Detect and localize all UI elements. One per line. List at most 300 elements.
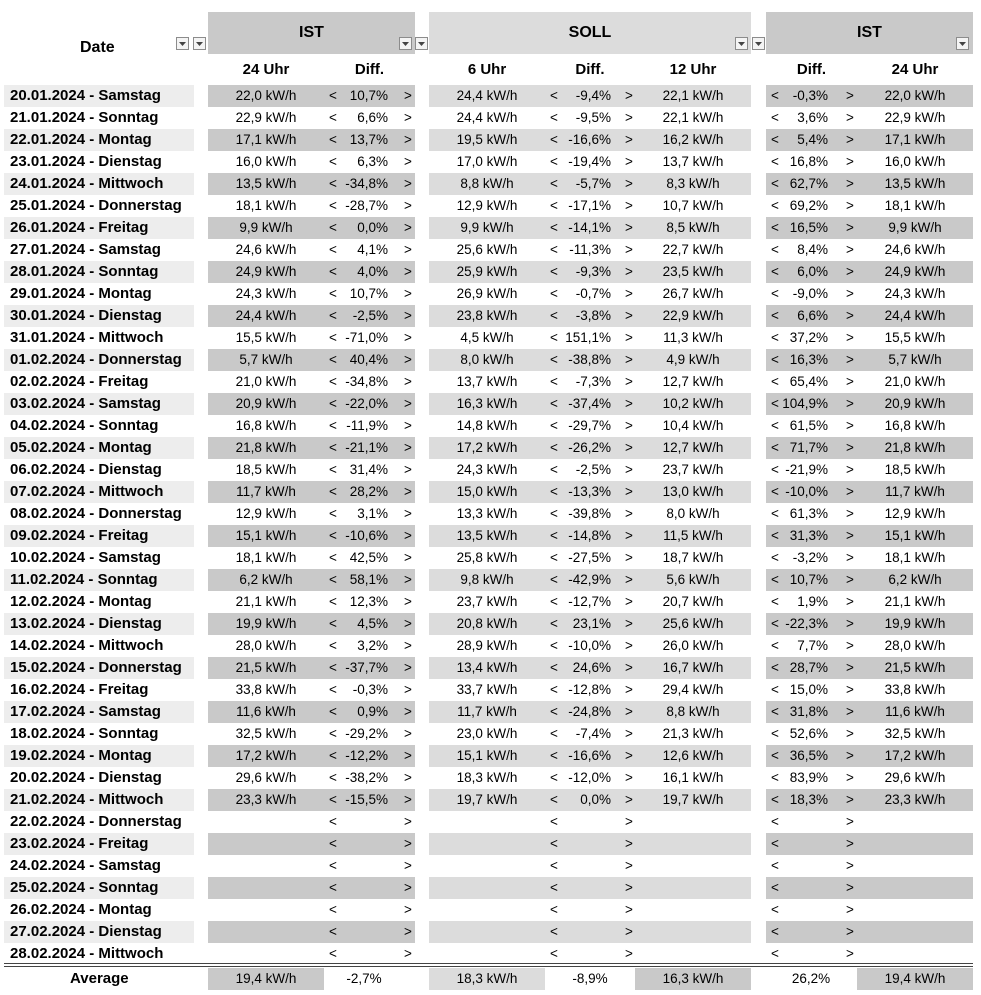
soll-diff-value[interactable]: -37,4% [568, 396, 611, 411]
ist2-diff-value[interactable] [782, 921, 828, 943]
ist-24-uhr-cell[interactable]: 9,9 kW/h [239, 220, 293, 235]
soll-diff-value[interactable]: 0,0% [580, 792, 611, 807]
ist-diff-value[interactable]: 42,5% [349, 550, 388, 565]
ist-diff-value[interactable]: 4,0% [357, 264, 388, 279]
soll-12-uhr-cell[interactable]: 13,7 kW/h [662, 154, 724, 169]
soll-12-uhr-cell[interactable]: 25,6 kW/h [662, 616, 724, 631]
soll-6-uhr-cell[interactable]: 19,7 kW/h [456, 792, 518, 807]
soll-12-uhr-cell[interactable]: 16,7 kW/h [662, 660, 724, 675]
ist2-diff-value[interactable]: 65,4% [789, 374, 828, 389]
soll-12-uhr-cell[interactable]: 5,6 kW/h [666, 572, 720, 587]
row-date[interactable]: 19.02.2024 - Montag [10, 747, 152, 764]
filter-dropdown-ist-diff[interactable] [399, 37, 412, 50]
ist2-24-uhr-cell[interactable] [857, 811, 973, 833]
ist2-24-uhr-cell[interactable]: 22,0 kW/h [884, 88, 946, 103]
row-date[interactable]: 28.02.2024 - Mittwoch [10, 945, 164, 962]
ist2-diff-value[interactable]: -0,3% [792, 88, 828, 103]
filter-dropdown-soll-12[interactable] [735, 37, 748, 50]
ist2-24-uhr-cell[interactable]: 16,0 kW/h [884, 154, 946, 169]
soll-diff-value[interactable]: -11,3% [569, 242, 611, 257]
soll-12-uhr-cell[interactable]: 19,7 kW/h [662, 792, 724, 807]
soll-6-uhr-cell[interactable]: 25,6 kW/h [456, 242, 518, 257]
ist-24-uhr-cell[interactable]: 24,9 kW/h [235, 264, 297, 279]
row-date[interactable]: 15.02.2024 - Donnerstag [10, 659, 182, 676]
ist-diff-value[interactable]: 12,3% [349, 594, 388, 609]
ist2-diff-value[interactable]: 36,5% [789, 748, 828, 763]
ist-24-uhr-cell[interactable] [208, 943, 324, 965]
row-date[interactable]: 16.02.2024 - Freitag [10, 681, 149, 698]
row-date[interactable]: 24.01.2024 - Mittwoch [10, 175, 164, 192]
soll-diff-value[interactable]: -9,4% [575, 88, 611, 103]
row-date[interactable]: 13.02.2024 - Dienstag [10, 615, 162, 632]
soll-6-uhr-cell[interactable]: 24,4 kW/h [456, 110, 518, 125]
ist-diff-value[interactable]: 31,4% [349, 462, 388, 477]
soll-diff-value[interactable] [561, 833, 611, 855]
ist2-diff-value[interactable]: 28,7% [789, 660, 828, 675]
ist2-diff-value[interactable] [782, 811, 828, 833]
soll-6-uhr-cell[interactable]: 26,9 kW/h [456, 286, 518, 301]
ist-diff-value[interactable]: -0,3% [352, 682, 388, 697]
ist-diff-value[interactable]: 10,7% [349, 286, 388, 301]
row-date[interactable]: 07.02.2024 - Mittwoch [10, 483, 164, 500]
ist-24-uhr-cell[interactable]: 12,9 kW/h [235, 506, 297, 521]
row-date[interactable]: 23.02.2024 - Freitag [10, 835, 149, 852]
soll-12-uhr-cell[interactable]: 26,0 kW/h [662, 638, 724, 653]
soll-diff-value[interactable] [561, 811, 611, 833]
soll-6-uhr-cell[interactable]: 12,9 kW/h [456, 198, 518, 213]
soll-diff-value[interactable]: -3,8% [575, 308, 611, 323]
soll-12-uhr-cell[interactable]: 12,7 kW/h [662, 374, 724, 389]
soll-diff-value[interactable]: -27,5% [568, 550, 611, 565]
soll-diff-value[interactable]: -7,3% [575, 374, 611, 389]
soll-6-uhr-cell[interactable]: 13,7 kW/h [456, 374, 518, 389]
ist2-diff-value[interactable]: 1,9% [797, 594, 828, 609]
row-date[interactable]: 14.02.2024 - Mittwoch [10, 637, 164, 654]
ist2-diff-value[interactable]: -9,0% [792, 286, 828, 301]
ist2-diff-value[interactable] [782, 877, 828, 899]
ist-24-uhr-cell[interactable] [208, 811, 324, 833]
ist2-diff-value[interactable]: 31,8% [789, 704, 828, 719]
row-date[interactable]: 06.02.2024 - Dienstag [10, 461, 162, 478]
soll-6-uhr-cell[interactable] [429, 811, 545, 833]
filter-dropdown-date[interactable] [176, 37, 189, 50]
row-date[interactable]: 20.02.2024 - Dienstag [10, 769, 162, 786]
soll-diff-value[interactable]: -10,0% [568, 638, 611, 653]
ist2-24-uhr-cell[interactable]: 12,9 kW/h [884, 506, 946, 521]
soll-diff-value[interactable]: -42,9% [568, 572, 611, 587]
soll-diff-value[interactable]: -9,5% [575, 110, 611, 125]
ist2-24-uhr-cell[interactable]: 33,8 kW/h [884, 682, 946, 697]
ist2-24-uhr-cell[interactable]: 21,5 kW/h [884, 660, 946, 675]
soll-diff-value[interactable]: -5,7% [575, 176, 611, 191]
ist-24-uhr-cell[interactable]: 21,1 kW/h [235, 594, 297, 609]
ist-diff-value[interactable]: 10,7% [349, 88, 388, 103]
ist2-diff-value[interactable]: 3,6% [797, 110, 828, 125]
soll-6-uhr-cell[interactable]: 15,1 kW/h [456, 748, 518, 763]
soll-12-uhr-cell[interactable] [635, 921, 751, 943]
ist-diff-value[interactable]: -34,8% [345, 176, 388, 191]
soll-diff-value[interactable]: -16,6% [568, 132, 611, 147]
ist-24-uhr-cell[interactable]: 13,5 kW/h [235, 176, 297, 191]
ist2-diff-value[interactable]: 18,3% [789, 792, 828, 807]
soll-6-uhr-cell[interactable]: 13,3 kW/h [456, 506, 518, 521]
ist2-diff-value[interactable] [782, 943, 828, 965]
ist2-diff-value[interactable] [782, 855, 828, 877]
ist2-24-uhr-cell[interactable]: 23,3 kW/h [884, 792, 946, 807]
soll-12-uhr-cell[interactable]: 11,5 kW/h [663, 528, 723, 543]
ist2-24-uhr-cell[interactable] [857, 899, 973, 921]
row-date[interactable]: 27.01.2024 - Samstag [10, 241, 161, 258]
ist2-24-uhr-cell[interactable] [857, 833, 973, 855]
ist-24-uhr-cell[interactable] [208, 833, 324, 855]
soll-6-uhr-cell[interactable]: 23,7 kW/h [456, 594, 518, 609]
row-date[interactable]: 22.02.2024 - Donnerstag [10, 813, 182, 830]
ist-24-uhr-cell[interactable]: 16,0 kW/h [235, 154, 297, 169]
ist2-24-uhr-cell[interactable] [857, 943, 973, 965]
ist-diff-value[interactable]: -38,2% [345, 770, 388, 785]
ist-diff-value[interactable]: 4,5% [357, 616, 388, 631]
ist-24-uhr-cell[interactable]: 18,5 kW/h [235, 462, 297, 477]
ist2-24-uhr-cell[interactable]: 20,9 kW/h [884, 396, 946, 411]
soll-6-uhr-cell[interactable]: 15,0 kW/h [456, 484, 518, 499]
ist2-24-uhr-cell[interactable]: 22,9 kW/h [884, 110, 946, 125]
soll-12-uhr-cell[interactable] [635, 811, 751, 833]
ist-24-uhr-cell[interactable]: 29,6 kW/h [235, 770, 297, 785]
soll-diff-value[interactable]: -26,2% [568, 440, 611, 455]
ist-diff-value[interactable]: -29,2% [345, 726, 388, 741]
soll-diff-value[interactable]: -12,7% [568, 594, 611, 609]
soll-6-uhr-cell[interactable] [429, 855, 545, 877]
row-date[interactable]: 08.02.2024 - Donnerstag [10, 505, 182, 522]
row-date[interactable]: 09.02.2024 - Freitag [10, 527, 149, 544]
soll-diff-value[interactable]: -24,8% [568, 704, 611, 719]
row-date[interactable]: 18.02.2024 - Sonntag [10, 725, 159, 742]
ist-diff-value[interactable]: 3,1% [357, 506, 388, 521]
soll-6-uhr-cell[interactable]: 8,0 kW/h [460, 352, 514, 367]
row-date[interactable]: 05.02.2024 - Montag [10, 439, 152, 456]
soll-diff-value[interactable]: -13,3% [568, 484, 611, 499]
ist-24-uhr-cell[interactable]: 11,7 kW/h [236, 484, 296, 499]
soll-12-uhr-cell[interactable]: 8,0 kW/h [666, 506, 720, 521]
soll-6-uhr-cell[interactable]: 14,8 kW/h [456, 418, 518, 433]
row-date[interactable]: 29.01.2024 - Montag [10, 285, 152, 302]
soll-diff-value[interactable] [561, 899, 611, 921]
ist-24-uhr-cell[interactable]: 18,1 kW/h [235, 550, 297, 565]
soll-6-uhr-cell[interactable]: 17,0 kW/h [456, 154, 518, 169]
soll-6-uhr-cell[interactable] [429, 833, 545, 855]
ist2-24-uhr-cell[interactable]: 11,6 kW/h [885, 704, 945, 719]
ist2-24-uhr-cell[interactable]: 6,2 kW/h [888, 572, 942, 587]
soll-6-uhr-cell[interactable]: 18,3 kW/h [456, 770, 518, 785]
soll-12-uhr-cell[interactable]: 4,9 kW/h [666, 352, 720, 367]
soll-12-uhr-cell[interactable]: 26,7 kW/h [662, 286, 724, 301]
ist2-diff-value[interactable]: 104,9% [782, 396, 828, 411]
ist-diff-value[interactable]: 40,4% [349, 352, 388, 367]
soll-diff-value[interactable]: -39,8% [568, 506, 611, 521]
ist2-24-uhr-cell[interactable]: 15,5 kW/h [884, 330, 946, 345]
ist2-24-uhr-cell[interactable]: 18,5 kW/h [884, 462, 946, 477]
ist2-24-uhr-cell[interactable]: 18,1 kW/h [884, 198, 946, 213]
ist2-diff-value[interactable]: 6,6% [797, 308, 828, 323]
ist2-24-uhr-cell[interactable]: 24,4 kW/h [884, 308, 946, 323]
row-date[interactable]: 28.01.2024 - Sonntag [10, 263, 159, 280]
ist-diff-value[interactable]: 3,2% [357, 638, 388, 653]
soll-6-uhr-cell[interactable]: 8,8 kW/h [460, 176, 514, 191]
ist2-24-uhr-cell[interactable] [857, 921, 973, 943]
ist2-diff-value[interactable]: -3,2% [792, 550, 828, 565]
soll-6-uhr-cell[interactable]: 9,8 kW/h [460, 572, 514, 587]
ist2-24-uhr-cell[interactable]: 19,9 kW/h [884, 616, 946, 631]
ist2-diff-value[interactable] [782, 899, 828, 921]
ist-24-uhr-cell[interactable]: 23,3 kW/h [235, 792, 297, 807]
ist2-24-uhr-cell[interactable]: 17,1 kW/h [884, 132, 946, 147]
soll-12-uhr-cell[interactable]: 13,0 kW/h [662, 484, 724, 499]
ist2-diff-value[interactable]: 83,9% [789, 770, 828, 785]
ist2-24-uhr-cell[interactable]: 21,8 kW/h [884, 440, 946, 455]
soll-12-uhr-cell[interactable]: 8,8 kW/h [666, 704, 720, 719]
ist2-24-uhr-cell[interactable]: 13,5 kW/h [884, 176, 946, 191]
filter-dropdown-ist2-24[interactable] [956, 37, 969, 50]
row-date[interactable]: 26.02.2024 - Montag [10, 901, 152, 918]
row-date[interactable]: 12.02.2024 - Montag [10, 593, 152, 610]
ist-diff-value[interactable]: 13,7% [349, 132, 388, 147]
ist-diff-value[interactable]: 28,2% [349, 484, 388, 499]
ist-24-uhr-cell[interactable] [208, 921, 324, 943]
ist2-diff-value[interactable]: 31,3% [789, 528, 828, 543]
row-date[interactable]: 17.02.2024 - Samstag [10, 703, 161, 720]
row-date[interactable]: 30.01.2024 - Dienstag [10, 307, 162, 324]
soll-12-uhr-cell[interactable] [635, 855, 751, 877]
ist-24-uhr-cell[interactable]: 17,2 kW/h [235, 748, 297, 763]
ist-diff-value[interactable]: -21,1% [345, 440, 388, 455]
ist2-24-uhr-cell[interactable]: 5,7 kW/h [888, 352, 942, 367]
ist-diff-value[interactable]: -11,9% [346, 418, 388, 433]
soll-diff-value[interactable]: -17,1% [568, 198, 611, 213]
ist-diff-value[interactable]: -12,2% [345, 748, 388, 763]
soll-diff-value[interactable]: -9,3% [575, 264, 611, 279]
soll-diff-value[interactable]: -29,7% [568, 418, 611, 433]
soll-diff-value[interactable]: -7,4% [575, 726, 611, 741]
ist-24-uhr-cell[interactable]: 21,8 kW/h [235, 440, 297, 455]
ist-24-uhr-cell[interactable]: 22,0 kW/h [235, 88, 297, 103]
ist-diff-value[interactable]: -22,0% [345, 396, 388, 411]
soll-12-uhr-cell[interactable]: 8,3 kW/h [666, 176, 720, 191]
row-date[interactable]: 26.01.2024 - Freitag [10, 219, 149, 236]
soll-6-uhr-cell[interactable]: 4,5 kW/h [460, 330, 514, 345]
soll-diff-value[interactable]: -12,8% [568, 682, 611, 697]
ist2-diff-value[interactable]: 61,3% [789, 506, 828, 521]
soll-12-uhr-cell[interactable]: 11,3 kW/h [663, 330, 723, 345]
row-date[interactable]: 01.02.2024 - Donnerstag [10, 351, 182, 368]
ist2-24-uhr-cell[interactable]: 17,2 kW/h [884, 748, 946, 763]
soll-6-uhr-cell[interactable]: 25,8 kW/h [456, 550, 518, 565]
ist-diff-value[interactable] [340, 877, 388, 899]
soll-12-uhr-cell[interactable]: 22,9 kW/h [662, 308, 724, 323]
ist-diff-value[interactable]: -71,0% [345, 330, 388, 345]
row-date[interactable]: 27.02.2024 - Dienstag [10, 923, 162, 940]
filter-dropdown-ist2-diff[interactable] [752, 37, 765, 50]
soll-6-uhr-cell[interactable]: 9,9 kW/h [460, 220, 514, 235]
soll-6-uhr-cell[interactable]: 13,4 kW/h [456, 660, 518, 675]
ist2-24-uhr-cell[interactable] [857, 855, 973, 877]
soll-12-uhr-cell[interactable]: 16,1 kW/h [662, 770, 724, 785]
soll-12-uhr-cell[interactable]: 10,7 kW/h [662, 198, 724, 213]
row-date[interactable]: 02.02.2024 - Freitag [10, 373, 149, 390]
ist2-24-uhr-cell[interactable] [857, 877, 973, 899]
row-date[interactable]: 21.02.2024 - Mittwoch [10, 791, 164, 808]
ist-diff-value[interactable]: 4,1% [357, 242, 388, 257]
ist2-diff-value[interactable]: 37,2% [789, 330, 828, 345]
ist-diff-value[interactable]: 6,6% [357, 110, 388, 125]
soll-12-uhr-cell[interactable] [635, 833, 751, 855]
soll-12-uhr-cell[interactable]: 29,4 kW/h [662, 682, 724, 697]
ist-diff-value[interactable]: -2,5% [352, 308, 388, 323]
ist-24-uhr-cell[interactable] [208, 899, 324, 921]
soll-12-uhr-cell[interactable]: 22,1 kW/h [662, 88, 724, 103]
soll-6-uhr-cell[interactable] [429, 921, 545, 943]
ist2-diff-value[interactable]: 6,0% [797, 264, 828, 279]
ist2-24-uhr-cell[interactable]: 24,6 kW/h [884, 242, 946, 257]
ist-diff-value[interactable]: -37,7% [345, 660, 388, 675]
ist2-diff-value[interactable]: 71,7% [789, 440, 828, 455]
ist2-diff-value[interactable]: 52,6% [789, 726, 828, 741]
filter-dropdown-soll-6[interactable] [415, 37, 428, 50]
soll-12-uhr-cell[interactable]: 23,5 kW/h [662, 264, 724, 279]
ist-24-uhr-cell[interactable]: 24,3 kW/h [235, 286, 297, 301]
row-date[interactable]: 04.02.2024 - Sonntag [10, 417, 159, 434]
ist-24-uhr-cell[interactable]: 11,6 kW/h [236, 704, 296, 719]
ist-diff-value[interactable]: -28,7% [345, 198, 388, 213]
ist2-24-uhr-cell[interactable]: 15,1 kW/h [884, 528, 946, 543]
ist-diff-value[interactable]: 0,0% [357, 220, 388, 235]
soll-6-uhr-cell[interactable]: 19,5 kW/h [456, 132, 518, 147]
ist-24-uhr-cell[interactable]: 32,5 kW/h [235, 726, 297, 741]
soll-6-uhr-cell[interactable]: 24,4 kW/h [456, 88, 518, 103]
soll-12-uhr-cell[interactable]: 8,5 kW/h [666, 220, 720, 235]
ist2-24-uhr-cell[interactable]: 28,0 kW/h [884, 638, 946, 653]
ist-diff-value[interactable] [340, 899, 388, 921]
row-date[interactable]: 21.01.2024 - Sonntag [10, 109, 159, 126]
soll-12-uhr-cell[interactable]: 22,7 kW/h [662, 242, 724, 257]
ist-diff-value[interactable]: -10,6% [345, 528, 388, 543]
ist2-24-uhr-cell[interactable]: 21,0 kW/h [884, 374, 946, 389]
soll-12-uhr-cell[interactable] [635, 899, 751, 921]
soll-12-uhr-cell[interactable] [635, 877, 751, 899]
ist-diff-value[interactable] [340, 921, 388, 943]
ist-24-uhr-cell[interactable]: 21,0 kW/h [235, 374, 297, 389]
soll-12-uhr-cell[interactable]: 10,4 kW/h [662, 418, 724, 433]
soll-12-uhr-cell[interactable]: 23,7 kW/h [662, 462, 724, 477]
soll-6-uhr-cell[interactable]: 24,3 kW/h [456, 462, 518, 477]
soll-diff-value[interactable]: -12,0% [568, 770, 611, 785]
soll-diff-value[interactable]: -14,1% [568, 220, 611, 235]
ist2-24-uhr-cell[interactable]: 21,1 kW/h [884, 594, 946, 609]
ist-diff-value[interactable]: 58,1% [349, 572, 388, 587]
ist2-diff-value[interactable] [782, 833, 828, 855]
ist2-diff-value[interactable]: 5,4% [797, 132, 828, 147]
ist2-diff-value[interactable]: 8,4% [797, 242, 828, 257]
ist-diff-value[interactable]: -15,5% [345, 792, 388, 807]
soll-diff-value[interactable] [561, 855, 611, 877]
ist-24-uhr-cell[interactable]: 20,9 kW/h [235, 396, 297, 411]
soll-diff-value[interactable]: -0,7% [575, 286, 611, 301]
ist-diff-value[interactable] [340, 855, 388, 877]
soll-12-uhr-cell[interactable] [635, 943, 751, 965]
soll-12-uhr-cell[interactable]: 22,1 kW/h [662, 110, 724, 125]
soll-6-uhr-cell[interactable]: 25,9 kW/h [456, 264, 518, 279]
row-date[interactable]: 11.02.2024 - Sonntag [10, 571, 158, 588]
ist2-diff-value[interactable]: 62,7% [789, 176, 828, 191]
ist-24-uhr-cell[interactable]: 28,0 kW/h [235, 638, 297, 653]
ist-24-uhr-cell[interactable]: 33,8 kW/h [235, 682, 297, 697]
soll-6-uhr-cell[interactable] [429, 943, 545, 965]
soll-6-uhr-cell[interactable]: 17,2 kW/h [456, 440, 518, 455]
soll-6-uhr-cell[interactable] [429, 877, 545, 899]
row-date[interactable]: 25.01.2024 - Donnerstag [10, 197, 182, 214]
soll-6-uhr-cell[interactable] [429, 899, 545, 921]
soll-diff-value[interactable]: 23,1% [572, 616, 611, 631]
soll-diff-value[interactable]: -14,8% [568, 528, 611, 543]
soll-6-uhr-cell[interactable]: 23,8 kW/h [456, 308, 518, 323]
soll-diff-value[interactable]: -19,4% [568, 154, 611, 169]
filter-dropdown-ist-24[interactable] [193, 37, 206, 50]
row-date[interactable]: 25.02.2024 - Sonntag [10, 879, 159, 896]
soll-diff-value[interactable]: 151,1% [565, 330, 611, 345]
ist2-diff-value[interactable]: 69,2% [789, 198, 828, 213]
ist-24-uhr-cell[interactable]: 21,5 kW/h [235, 660, 297, 675]
ist2-diff-value[interactable]: -10,0% [785, 484, 828, 499]
soll-6-uhr-cell[interactable]: 20,8 kW/h [456, 616, 518, 631]
ist-diff-value[interactable]: 6,3% [357, 154, 388, 169]
ist-24-uhr-cell[interactable]: 22,9 kW/h [235, 110, 297, 125]
ist-24-uhr-cell[interactable] [208, 855, 324, 877]
row-date[interactable]: 20.01.2024 - Samstag [10, 87, 161, 104]
ist2-24-uhr-cell[interactable]: 11,7 kW/h [885, 484, 945, 499]
ist-24-uhr-cell[interactable]: 19,9 kW/h [235, 616, 297, 631]
ist2-diff-value[interactable]: 15,0% [789, 682, 828, 697]
soll-6-uhr-cell[interactable]: 33,7 kW/h [456, 682, 518, 697]
soll-12-uhr-cell[interactable]: 18,7 kW/h [662, 550, 724, 565]
ist-diff-value[interactable]: -34,8% [345, 374, 388, 389]
soll-12-uhr-cell[interactable]: 16,2 kW/h [662, 132, 724, 147]
row-date[interactable]: 24.02.2024 - Samstag [10, 857, 161, 874]
ist2-24-uhr-cell[interactable]: 24,3 kW/h [884, 286, 946, 301]
ist-24-uhr-cell[interactable]: 15,5 kW/h [235, 330, 297, 345]
ist2-24-uhr-cell[interactable]: 18,1 kW/h [884, 550, 946, 565]
soll-diff-value[interactable]: -38,8% [568, 352, 611, 367]
ist-24-uhr-cell[interactable]: 18,1 kW/h [235, 198, 297, 213]
ist2-diff-value[interactable]: -21,9% [785, 462, 828, 477]
soll-12-uhr-cell[interactable]: 12,7 kW/h [662, 440, 724, 455]
ist-24-uhr-cell[interactable]: 6,2 kW/h [239, 572, 293, 587]
soll-diff-value[interactable] [561, 921, 611, 943]
ist-24-uhr-cell[interactable]: 15,1 kW/h [235, 528, 297, 543]
ist-24-uhr-cell[interactable] [208, 877, 324, 899]
ist2-24-uhr-cell[interactable]: 24,9 kW/h [884, 264, 946, 279]
soll-6-uhr-cell[interactable]: 23,0 kW/h [456, 726, 518, 741]
ist2-24-uhr-cell[interactable]: 29,6 kW/h [884, 770, 946, 785]
ist2-diff-value[interactable]: 10,7% [789, 572, 828, 587]
ist2-diff-value[interactable]: 16,3% [789, 352, 828, 367]
ist2-diff-value[interactable]: 16,8% [789, 154, 828, 169]
soll-diff-value[interactable]: -16,6% [568, 748, 611, 763]
soll-diff-value[interactable] [561, 943, 611, 965]
ist2-24-uhr-cell[interactable]: 32,5 kW/h [884, 726, 946, 741]
ist-24-uhr-cell[interactable]: 17,1 kW/h [235, 132, 297, 147]
ist-diff-value[interactable] [340, 943, 388, 965]
ist-24-uhr-cell[interactable]: 16,8 kW/h [235, 418, 297, 433]
soll-6-uhr-cell[interactable]: 28,9 kW/h [456, 638, 518, 653]
